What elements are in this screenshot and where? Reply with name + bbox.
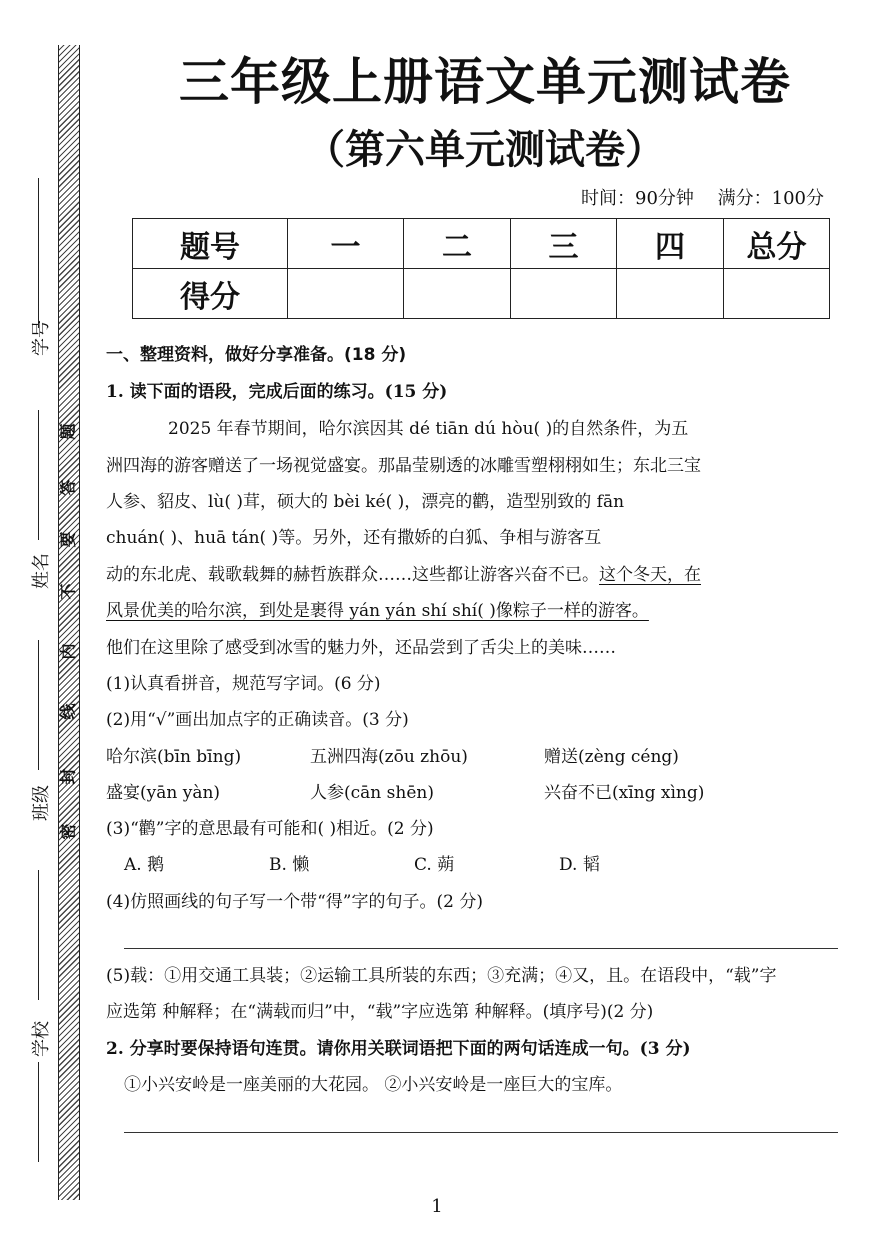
- passage-line: 洲四海的游客赠送了一场视觉盛宴。那晶莹剔透的冰雕雪塑栩栩如生；东北三宝: [106, 456, 701, 476]
- pinyin-item[interactable]: 五洲四海(zōu zhōu): [310, 747, 468, 767]
- passage-line: 2025 年春节期间，哈尔滨因其 dé tiān dú hòu( )的自然条件，为五: [168, 419, 689, 439]
- underlined-sentence: 这个冬天，在: [599, 565, 701, 585]
- option-a[interactable]: A. 鹅: [124, 855, 165, 875]
- score-table: [132, 218, 830, 319]
- score-table-cell: 题号: [133, 219, 288, 269]
- subquestion-5-line2: 应选第 种解释；在“满载而归”中，“载”字应选第 种解释。(填序号)(2 分): [106, 1002, 654, 1022]
- subquestion-4: (4)仿照画线的句子写一个带“得”字的句子。(2 分): [106, 892, 483, 912]
- score-input-cell[interactable]: [288, 269, 404, 319]
- pinyin-item[interactable]: 哈尔滨(bīn bīng): [106, 747, 242, 767]
- exam-time: 时间：90分钟: [581, 188, 694, 209]
- pinyin-item[interactable]: 赠送(zèng céng): [544, 747, 679, 767]
- binding-note: 题: [58, 423, 78, 440]
- pinyin-item[interactable]: 盛宴(yān yàn): [106, 783, 221, 803]
- binding-note: 不: [58, 583, 78, 600]
- subquestion-2: (2)用“√”画出加点字的正确读音。(3 分): [106, 710, 409, 730]
- passage-line: [106, 563, 701, 587]
- passage-line-underlined: 风景优美的哈尔滨，到处是裹得 yán yán shí shí( )像粽子一样的游客。: [106, 601, 649, 621]
- binding-note: 封: [58, 768, 78, 785]
- pinyin-item[interactable]: 兴奋不已(xīng xìng): [544, 783, 705, 803]
- binding-margin: [0, 0, 84, 1237]
- exam-title: 三年级上册语文单元测试卷: [179, 53, 791, 111]
- label-name: 姓名: [31, 553, 52, 589]
- binding-note: 密: [58, 823, 78, 840]
- passage-line: chuán( )、huā tán( )等。另外，还有撒娇的白狐、争相与游客互: [106, 528, 602, 548]
- exam-full-score: 满分：100分: [717, 188, 824, 209]
- subquestion-3: (3)“鹳”字的意思最有可能和( )相近。(2 分): [106, 819, 434, 839]
- answer-line[interactable]: [124, 948, 838, 949]
- binding-line: [38, 870, 39, 1000]
- pinyin-row: [106, 781, 704, 805]
- option-c[interactable]: C. 蒴: [414, 855, 455, 875]
- binding-line: [38, 640, 39, 770]
- option-d[interactable]: D. 韬: [559, 855, 600, 875]
- score-input-cell[interactable]: [511, 269, 617, 319]
- score-table-score-row: [133, 269, 830, 319]
- score-table-cell: 得分: [133, 269, 288, 319]
- score-input-cell[interactable]: [724, 269, 830, 319]
- label-class: 班级: [31, 785, 52, 821]
- binding-hatch: [58, 45, 80, 1200]
- binding-note: 内: [58, 643, 78, 660]
- passage-line: 他们在这里除了感受到冰雪的魅力外，还品尝到了舌尖上的美味……: [106, 638, 616, 658]
- option-b[interactable]: B. 懒: [269, 855, 310, 875]
- score-table-cell: 四: [617, 219, 724, 269]
- exam-meta: [563, 184, 824, 210]
- page-number: 1: [431, 1196, 443, 1217]
- options-row: [124, 853, 704, 877]
- subquestion-5-line1: (5)载：①用交通工具装；②运输工具所装的东西；③充满；④又，且。在语段中，“载”字: [106, 966, 777, 986]
- score-table-cell: 总分: [724, 219, 830, 269]
- score-table-header-row: [133, 219, 830, 269]
- score-table-cell: 一: [288, 219, 404, 269]
- binding-line: [38, 178, 39, 328]
- passage-text: 动的东北虎、载歌载舞的赫哲族群众……这些都让游客兴奋不已。: [106, 565, 599, 585]
- pinyin-item[interactable]: 人参(cān shēn): [310, 783, 434, 803]
- binding-note: 答: [58, 479, 78, 496]
- question-2-sentences: ①小兴安岭是一座美丽的大花园。 ②小兴安岭是一座巨大的宝库。: [124, 1075, 623, 1095]
- label-student-id: 学号: [31, 320, 52, 356]
- question-2: 2. 分享时要保持语句连贯。请你用关联词语把下面的两句话连成一句。(3 分): [106, 1039, 691, 1059]
- question-1: 1. 读下面的语段，完成后面的练习。(15 分): [106, 382, 448, 402]
- binding-note: 要: [58, 531, 78, 548]
- binding-line: [38, 410, 39, 540]
- exam-subtitle: （第六单元测试卷）: [305, 127, 665, 173]
- section-heading: 一、整理资料，做好分享准备。(18 分): [106, 345, 407, 365]
- binding-note: 线: [58, 703, 78, 720]
- passage-line: 人参、貂皮、lù( )茸，硕大的 bèi ké( )，漂亮的鹳，造型别致的 fān: [106, 492, 625, 512]
- score-input-cell[interactable]: [404, 269, 511, 319]
- score-table-cell: 二: [404, 219, 511, 269]
- score-input-cell[interactable]: [617, 269, 724, 319]
- label-school: 学校: [31, 1021, 52, 1057]
- pinyin-row: [106, 745, 679, 769]
- score-table-cell: 三: [511, 219, 617, 269]
- subquestion-1: (1)认真看拼音，规范写字词。(6 分): [106, 674, 381, 694]
- binding-line: [38, 1062, 39, 1162]
- answer-line[interactable]: [124, 1132, 838, 1133]
